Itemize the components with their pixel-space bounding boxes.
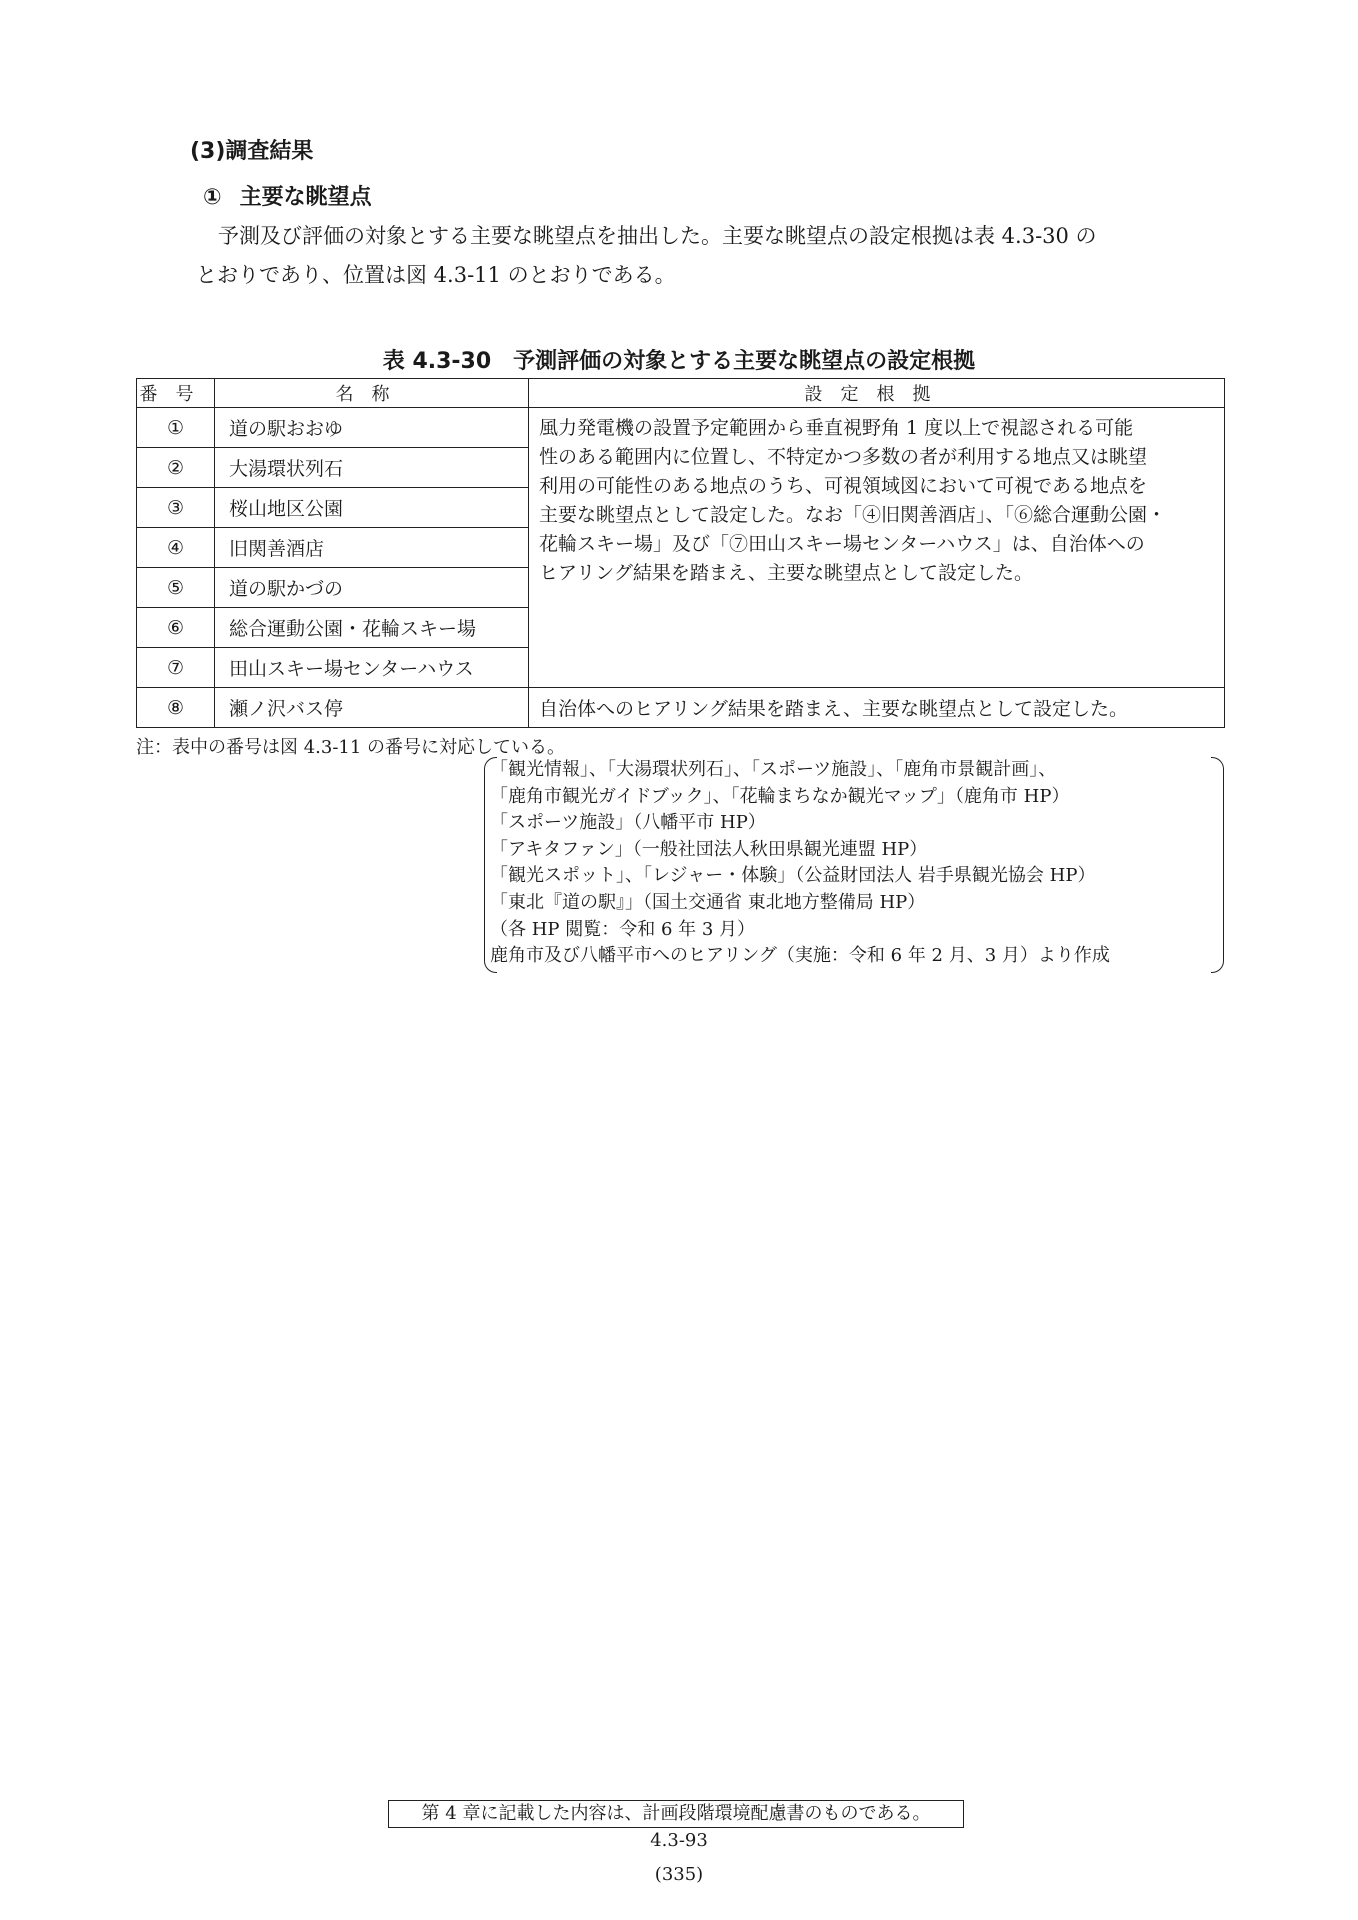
row-name: 田山スキー場センターハウス [215, 648, 529, 688]
row-reason-main [529, 408, 1225, 688]
row-number: ① [137, 408, 215, 448]
source-line: 鹿角市及び八幡平市へのヒアリング（実施：令和 6 年 2 月、3 月）より作成 [490, 945, 1110, 967]
footer-notice-box: 第 4 章に記載した内容は、計画段階環境配慮書のものである。 [388, 1800, 964, 1828]
source-line: 「観光スポット」、「レジャー・体験」（公益財団法人 岩手県観光協会 HP） [490, 865, 1096, 887]
source-line: 「観光情報」、「大湯環状列石」、「スポーツ施設」、「鹿角市景観計画」、 [490, 759, 1057, 780]
row-number: ⑦ [137, 648, 215, 688]
row-name: 瀬ノ沢バス停 [215, 688, 529, 728]
source-line: （各 HP 閲覧：令和 6 年 3 月） [490, 918, 756, 940]
row-number: ⑤ [137, 568, 215, 608]
row-name: 総合運動公園・花輪スキー場 [215, 608, 529, 648]
sub-heading [203, 180, 372, 211]
source-line: 「スポーツ施設」（八幡平市 HP） [490, 812, 766, 834]
source-line: 「鹿角市観光ガイドブック」、「花輪まちなか観光マップ」（鹿角市 HP） [490, 785, 1070, 807]
sub-heading-text: 主要な眺望点 [239, 185, 372, 210]
body-paragraph-line-2: とおりであり、位置は図 4.3-11 のとおりである。 [196, 263, 676, 287]
reason-line: ヒアリング結果を踏まえ、主要な眺望点として設定した。 [539, 562, 1034, 584]
row-name: 道の駅かづの [215, 568, 529, 608]
row-number: ② [137, 448, 215, 488]
row-name: 大湯環状列石 [215, 448, 529, 488]
reason-line: 風力発電機の設置予定範囲から垂直視野角 1 度以上で視認される可能 [539, 417, 1134, 439]
row-reason: 自治体へのヒアリング結果を踏まえ、主要な眺望点として設定した。 [529, 688, 1225, 728]
row-number: ③ [137, 488, 215, 528]
row-number: ⑧ [137, 688, 215, 728]
sources-list [490, 757, 1110, 970]
reason-line: 性のある範囲内に位置し、不特定かつ多数の者が利用する地点又は眺望 [539, 446, 1148, 468]
row-name: 道の駅おおゆ [215, 408, 529, 448]
table-header-row [137, 379, 1225, 408]
page-total-number: (335) [654, 1864, 704, 1885]
table-row [137, 408, 1225, 448]
header-number: 番号 [137, 379, 215, 408]
reason-line: 利用の可能性のある地点のうち、可視領域図において可視である地点を [539, 475, 1148, 497]
table-row [137, 688, 1225, 728]
viewpoint-table [136, 378, 1225, 728]
row-name: 旧関善酒店 [215, 528, 529, 568]
sources-block [484, 757, 1224, 975]
header-reason: 設定根拠 [529, 379, 1225, 408]
source-line: 「東北『道の駅』」（国土交通省 東北地方整備局 HP） [490, 891, 926, 913]
reason-line: 花輪スキー場」及び「⑦田山スキー場センターハウス」は、自治体への [539, 533, 1145, 555]
source-line: 「アキタファン」（一般社団法人秋田県観光連盟 HP） [490, 838, 928, 860]
header-name: 名称 [215, 379, 529, 408]
row-number: ④ [137, 528, 215, 568]
table-note: 注：表中の番号は図 4.3-11 の番号に対応している。 [136, 737, 566, 758]
row-name: 桜山地区公園 [215, 488, 529, 528]
row-number: ⑥ [137, 608, 215, 648]
body-paragraph-line-1: 予測及び評価の対象とする主要な眺望点を抽出した。主要な眺望点の設定根拠は表 4.3-30 の [218, 224, 1097, 248]
table-caption: 表 4.3-30 予測評価の対象とする主要な眺望点の設定根拠 [382, 349, 976, 374]
reason-line: 主要な眺望点として設定した。なお「④旧関善酒店」、「⑥総合運動公園・ [539, 504, 1167, 526]
right-bracket [1211, 757, 1224, 973]
page-number: 4.3-93 [650, 1830, 708, 1851]
sub-heading-number: ① [203, 185, 222, 210]
section-heading: (3)調査結果 [190, 139, 314, 164]
